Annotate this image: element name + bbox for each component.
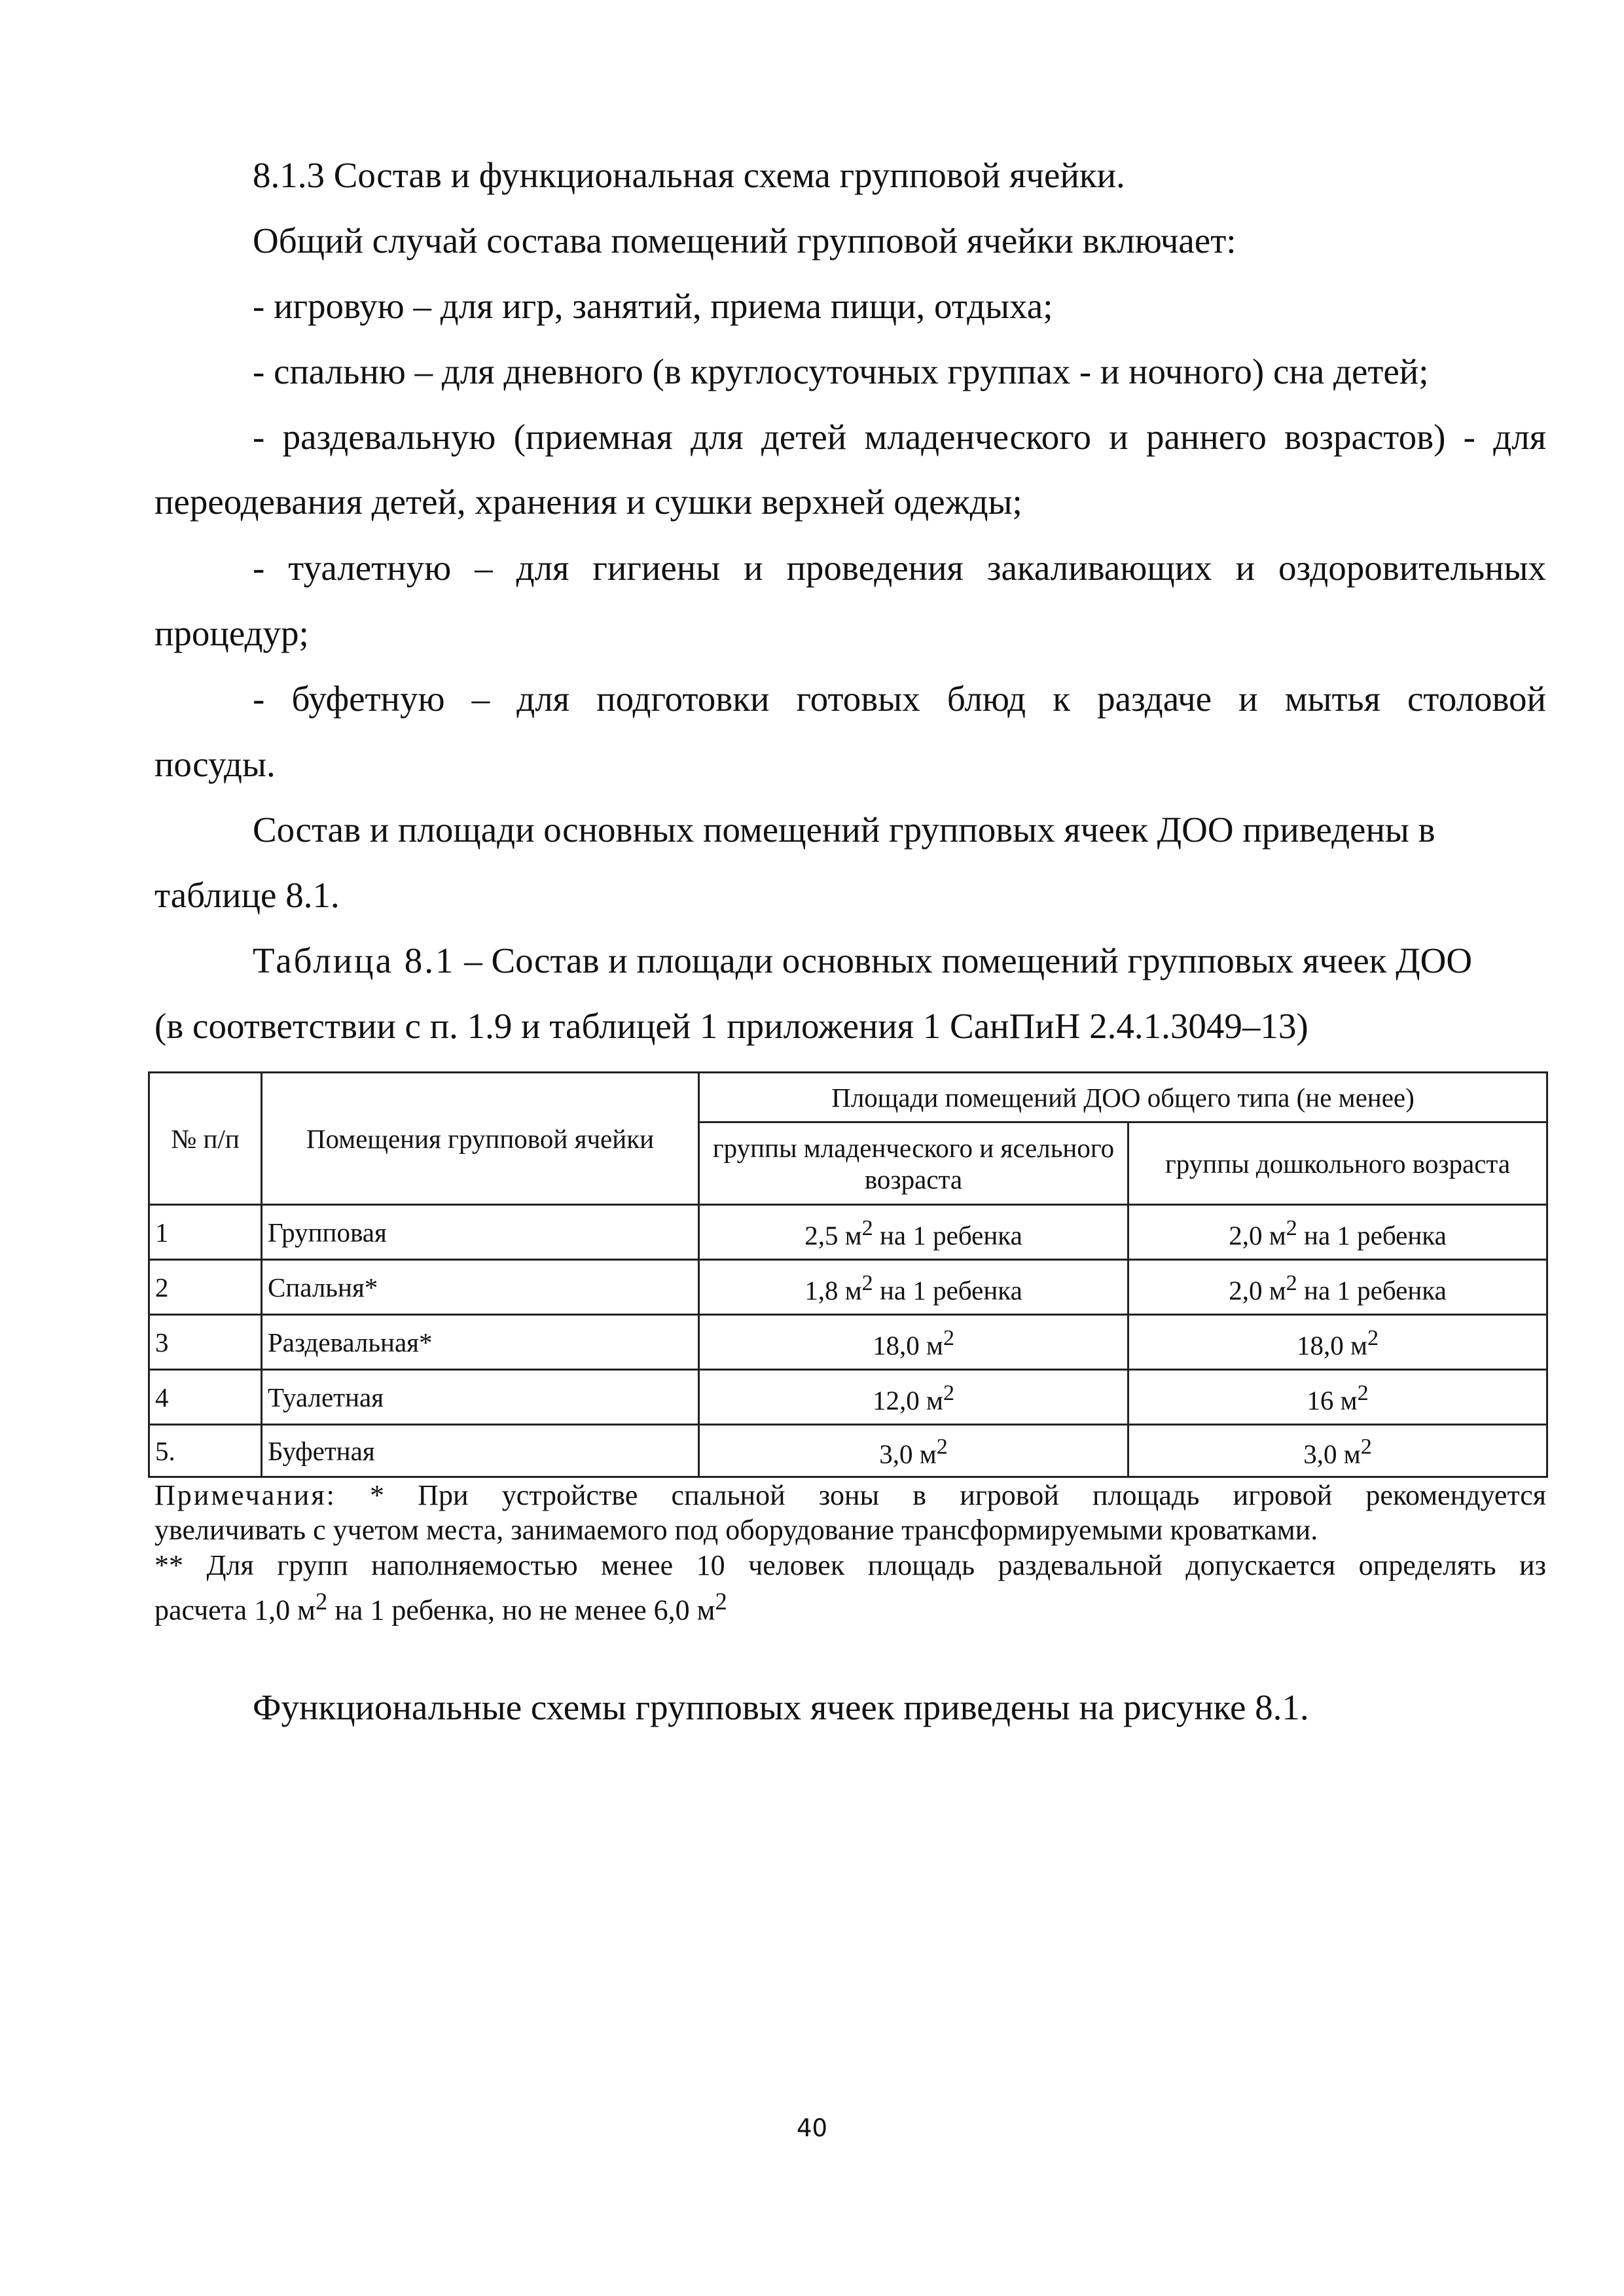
header-preschool: группы дошкольного возраста bbox=[1128, 1122, 1547, 1205]
row-preschool-area: 3,0 $м^2$ bbox=[1128, 1425, 1547, 1477]
row-infant-area: 1,8 $м^2$ на 1 ребенка bbox=[699, 1260, 1128, 1315]
table-row bbox=[149, 1205, 1547, 1260]
row-infant-area: 12,0 $м^2$ bbox=[699, 1370, 1128, 1425]
note2-line1: ** Для групп наполняемостью менее 10 человек площадь раздевальной допускается определять из bbox=[154, 1549, 1546, 1581]
table-row bbox=[149, 1260, 1547, 1315]
note2-line2: расчета 1,0 $м^2$ на 1 ребенка, но не менее 6,0 $м^2$ bbox=[154, 1588, 727, 1626]
notes-label: Примечания: bbox=[154, 1479, 336, 1511]
header-infant: группы младенческого и ясельного возраста bbox=[699, 1122, 1128, 1205]
row-number: 4 bbox=[149, 1370, 262, 1425]
table-caption-title: – Состав и площади основных помещений групповых ячеек ДОО bbox=[455, 941, 1473, 980]
note1-line2: увеличивать с учетом места, занимаемого под оборудование трансформируемыми кроватками. bbox=[154, 1514, 1318, 1546]
note1-line1: Примечания: * При устройстве спальной зоны в игровой площадь игровой рекомендуется bbox=[154, 1479, 1546, 1511]
table-caption-line1 bbox=[253, 939, 1472, 983]
table-caption-line2: (в соответствии с п. 1.9 и таблицей 1 приложения 1 СанПиН 2.4.1.3049–13) bbox=[154, 1006, 1308, 1046]
row-room: Групповая bbox=[262, 1205, 699, 1260]
list-item-play-room: - игровую – для игр, занятий, приема пищи, отдыха; bbox=[253, 286, 1053, 326]
row-number: 3 bbox=[149, 1315, 262, 1370]
row-preschool-area: 16 $м^2$ bbox=[1128, 1370, 1547, 1425]
header-area-group: Площади помещений ДОО общего типа (не менее) bbox=[699, 1073, 1547, 1122]
row-room: Буфетная bbox=[262, 1425, 699, 1477]
figure-reference: Функциональные схемы групповых ячеек приведены на рисунке 8.1. bbox=[253, 1687, 1309, 1727]
table-caption-prefix: Таблица 8.1 bbox=[253, 941, 456, 980]
list-item-cloakroom-line2: переодевания детей, хранения и сушки верхней одежды; bbox=[154, 482, 1022, 522]
row-number: 1 bbox=[149, 1205, 262, 1260]
section-heading: 8.1.3 Состав и функциональная схема групповой ячейки. bbox=[253, 155, 1125, 195]
row-preschool-area: 18,0 $м^2$ bbox=[1128, 1315, 1547, 1370]
table-reference-line2: таблице 8.1. bbox=[154, 875, 340, 915]
row-infant-area: 18,0 $м^2$ bbox=[699, 1315, 1128, 1370]
list-item-bedroom: - спальню – для дневного (в круглосуточных группах - и ночного) сна детей; bbox=[253, 351, 1429, 391]
row-number: 5. bbox=[149, 1425, 262, 1477]
row-infant-area: 3,0 $м^2$ bbox=[699, 1425, 1128, 1477]
table-row bbox=[149, 1370, 1547, 1425]
table-row bbox=[149, 1425, 1547, 1477]
header-room: Помещения групповой ячейки bbox=[262, 1073, 699, 1205]
list-item-cloakroom-line1: - раздевальную (приемная для детей младенческого и раннего возрастов) - для bbox=[253, 417, 1546, 457]
list-item-toilet-line1: - туалетную – для гигиены и проведения закаливающих и оздоровительных bbox=[253, 548, 1546, 588]
intro-paragraph: Общий случай состава помещений групповой ячейки включает: bbox=[253, 221, 1236, 260]
row-room: Спальня* bbox=[262, 1260, 699, 1315]
row-room: Туалетная bbox=[262, 1370, 699, 1425]
list-item-toilet-line2: процедур; bbox=[154, 613, 309, 653]
row-preschool-area: 2,0 $м^2$ на 1 ребенка bbox=[1128, 1205, 1547, 1260]
list-item-pantry-line2: посуды. bbox=[154, 744, 276, 784]
page-number: 40 bbox=[796, 2114, 828, 2142]
table-row bbox=[149, 1315, 1547, 1370]
row-preschool-area: 2,0 $м^2$ на 1 ребенка bbox=[1128, 1260, 1547, 1315]
header-number: № п/п bbox=[149, 1073, 262, 1205]
row-room: Раздевальная* bbox=[262, 1315, 699, 1370]
list-item-pantry-line1: - буфетную – для подготовки готовых блюд к раздаче и мытья столовой bbox=[253, 679, 1546, 719]
rooms-area-table bbox=[148, 1071, 1548, 1478]
table-header-row bbox=[149, 1073, 1547, 1122]
row-infant-area: 2,5 $м^2$ на 1 ребенка bbox=[699, 1205, 1128, 1260]
table-reference-line1: Состав и площади основных помещений групповых ячеек ДОО приведены в bbox=[253, 810, 1435, 850]
row-number: 2 bbox=[149, 1260, 262, 1315]
